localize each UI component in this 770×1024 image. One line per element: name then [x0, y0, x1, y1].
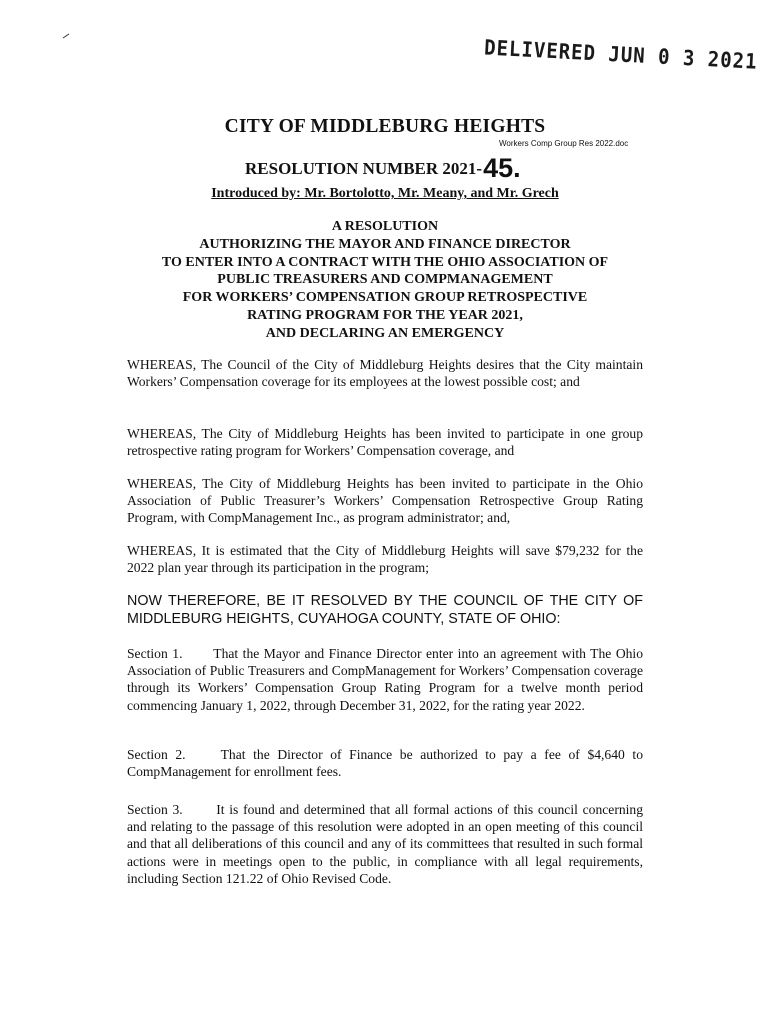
whereas-paragraph-3: WHEREAS, The City of Middleburg Heights has been invited to participate in the Ohio Association of Public Treasurer’s Workers’ Compensation Retrospective Group Rating Program, with CompManagement Inc., as program administrator; and,	[127, 476, 643, 526]
scan-speck	[62, 33, 70, 39]
resolution-number	[245, 150, 521, 181]
section-2-label: Section 2.	[127, 747, 186, 762]
document-filename: Workers Comp Group Res 2022.doc	[499, 139, 629, 148]
section-2	[127, 746, 643, 780]
title-line: RATING PROGRAM FOR THE YEAR 2021,	[247, 307, 523, 323]
introduced-by: Introduced by: Mr. Bortolotto, Mr. Meany, and Mr. Grech	[211, 186, 559, 201]
resolved-clause: NOW THEREFORE, BE IT RESOLVED BY THE COUNCIL OF THE CITY OF MIDDLEBURG HEIGHTS, CUYAHOGA COUNTY, STATE OF OHIO:	[127, 593, 643, 627]
resolution-number-label: RESOLUTION NUMBER 2021-	[245, 159, 483, 178]
section-3	[127, 801, 643, 887]
title-line: A RESOLUTION	[331, 219, 439, 234]
whereas-paragraph-4: WHEREAS, It is estimated that the City of Middleburg Heights will save $79,232 for the 2022 plan year through its participation in the program;	[127, 543, 643, 576]
title-line: PUBLIC TREASURERS AND COMPMANAGEMENT	[217, 272, 553, 288]
section-2-text: That the Director of Finance be authorized to pay a fee of $4,640 to CompManagement for enrollment fees.	[127, 747, 644, 780]
title-line: FOR WORKERS’ COMPENSATION GROUP RETROSPECTIVE	[182, 290, 588, 306]
city-heading: CITY OF MIDDLEBURG HEIGHTS	[224, 116, 546, 137]
title-line: AUTHORIZING THE MAYOR AND FINANCE DIRECTOR	[199, 236, 571, 252]
resolution-title	[0, 218, 770, 343]
section-1	[127, 645, 643, 714]
section-3-label: Section 3.	[127, 802, 183, 817]
whereas-paragraph-2: WHEREAS, The City of Middleburg Heights has been invited to participate in one group retrospective rating program for Workers’ Compensation coverage, and	[127, 426, 643, 459]
whereas-paragraph-1: WHEREAS, The Council of the City of Middleburg Heights desires that the City maintain Workers’ Compensation coverage for its employees at the lowest possible cost; and	[127, 357, 643, 390]
section-1-text: That the Mayor and Finance Director enter into an agreement with The Ohio Association of Public Treasurers and CompManagement for Workers’ Compensation coverage through its Workers’ Compensation Group Rating Program for a twelve month period commencing January 1, 2022, through December 31, 2022, for the rating year 2022.	[127, 646, 644, 713]
resolution-number-handwritten: 45.	[483, 153, 521, 183]
section-1-label: Section 1.	[127, 646, 183, 661]
title-line: AND DECLARING AN EMERGENCY	[265, 325, 505, 341]
title-line: TO ENTER INTO A CONTRACT WITH THE OHIO ASSOCIATION OF	[161, 254, 609, 270]
delivered-stamp: DELIVERED JUN 0 3 2021	[483, 35, 759, 75]
section-3-text: It is found and determined that all formal actions of this council concerning and relating to the passage of this resolution were adopted in an open meeting of this council and that all deliberations of this council and any of its committees that resulted in such formal actions were in meetings open to the public, in compliance with all legal requirements, including Section 121.22 of Ohio Revised Code.	[127, 802, 644, 886]
